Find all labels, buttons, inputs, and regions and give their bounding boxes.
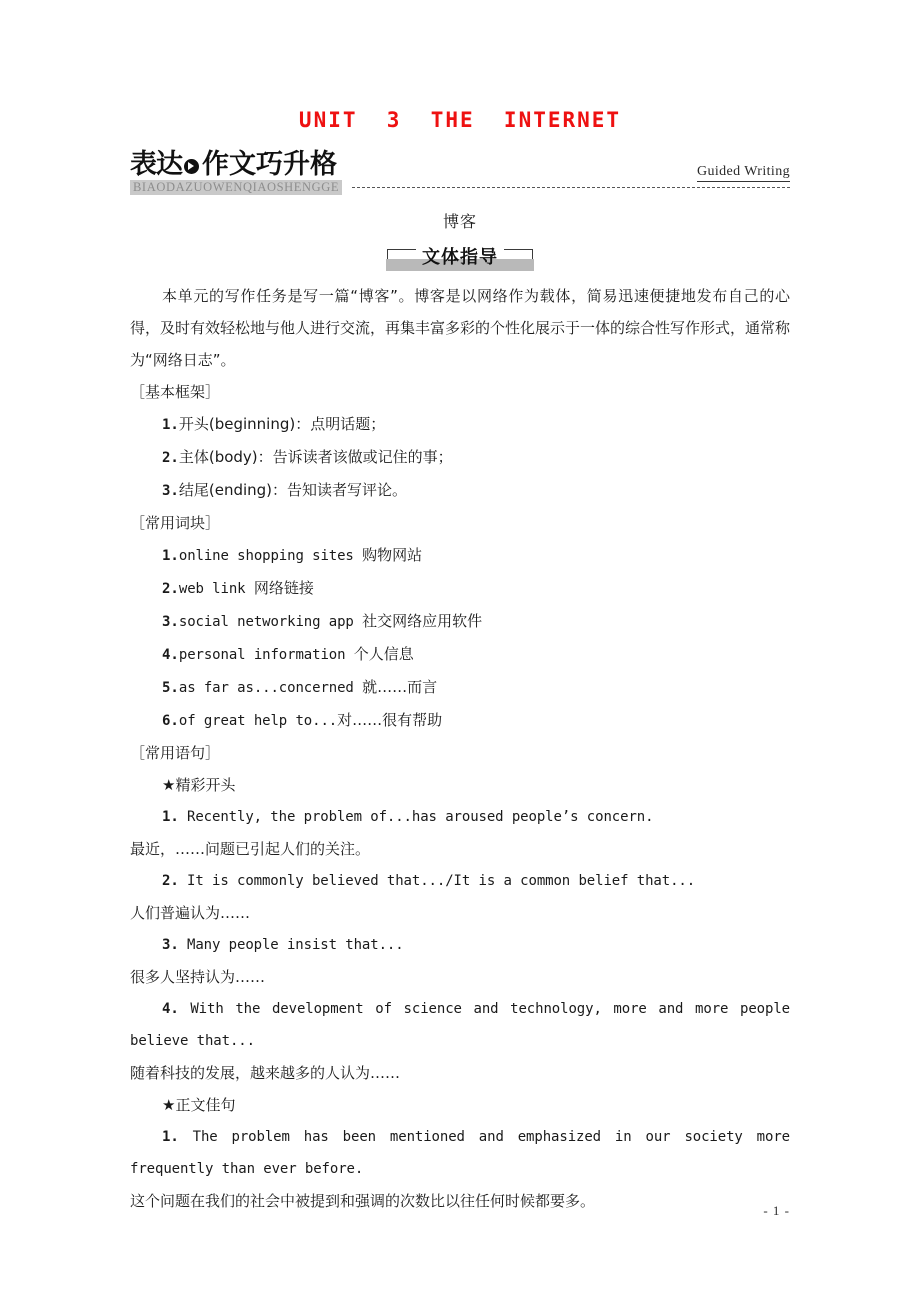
banner-title-part1: 表达 xyxy=(130,149,182,180)
section-heading-phrases: ［常用词块］ xyxy=(130,514,221,532)
list-item-text: 主体(body)：告诉读者该做或记住的事； xyxy=(178,448,453,466)
list-item-number: 6. xyxy=(162,713,179,729)
list-item-chinese: 网络链接 xyxy=(253,579,314,597)
list-item-number: 2. xyxy=(162,450,179,466)
style-guide-badge-label: 文体指导 xyxy=(422,247,498,268)
list-item-number: 5. xyxy=(162,680,179,696)
entry-english: It is commonly believed that.../It is a common belief that... xyxy=(187,873,696,889)
entry-chinese: 这个问题在我们的社会中被提到和强调的次数比以往任何时候都要多。 xyxy=(130,1192,596,1210)
group-title-body: ★正文佳句 xyxy=(162,1096,236,1114)
entry-number: 2. xyxy=(162,873,179,889)
sentence-entry-chinese xyxy=(130,897,790,929)
group-title-opening: ★精彩开头 xyxy=(162,776,236,794)
entry-english: The problem has been mentioned and emphasized in our society more frequently than ever before. xyxy=(130,1129,790,1177)
list-item-english: web link xyxy=(178,581,254,597)
list-item-chinese: 个人信息 xyxy=(353,645,414,663)
list-item xyxy=(130,605,790,638)
list-item-english: online shopping sites xyxy=(178,548,363,564)
list-item-chinese: 就……而言 xyxy=(362,678,438,696)
list-item-number: 3. xyxy=(162,483,179,499)
list-item-chinese: 对……很有帮助 xyxy=(337,711,443,729)
banner-dashed-rule xyxy=(352,187,790,188)
list-item-number: 4. xyxy=(162,647,179,663)
entry-english: Many people insist that... xyxy=(187,937,404,953)
blog-heading: 博客 xyxy=(442,212,477,231)
list-item xyxy=(130,474,790,507)
entry-number: 1. xyxy=(162,1129,179,1145)
list-item-number: 3. xyxy=(162,614,179,630)
entry-chinese: 人们普遍认为…… xyxy=(130,904,251,922)
list-item-english: personal information xyxy=(178,647,354,663)
list-item-english: social networking app xyxy=(178,614,363,630)
list-item-text: 结尾(ending)：告知读者写评论。 xyxy=(178,481,408,499)
list-item xyxy=(130,638,790,671)
banner-title-part2: 作文巧升格 xyxy=(202,149,337,180)
list-item-number: 2. xyxy=(162,581,179,597)
entry-chinese: 最近，……问题已引起人们的关注。 xyxy=(130,840,371,858)
style-guide-badge xyxy=(387,245,533,271)
sentence-entry-english xyxy=(130,993,790,1057)
style-guide-badge-wrap xyxy=(0,245,920,273)
list-item-english: as far as...concerned xyxy=(178,680,363,696)
banner-chinese-title xyxy=(130,150,337,180)
entry-english: With the development of science and technology, more and more people believe that... xyxy=(130,1001,790,1049)
intro-paragraph: 本单元的写作任务是写一篇“博客”。博客是以网络作为载体，简易迅速便捷地发布自己的心得，及时有效轻松地与他人进行交流，再集丰富多彩的个性化展示于一体的综合性写作形式，通常称为“网络日志”。 xyxy=(130,287,791,369)
sentence-entry-english xyxy=(130,865,790,897)
page-title: UNIT 3 THE INTERNET xyxy=(298,108,622,132)
list-item-english: of great help to... xyxy=(178,713,338,729)
document-body xyxy=(130,280,790,1217)
sentence-entry-english xyxy=(130,929,790,961)
page-number: - 1 - xyxy=(763,1203,790,1218)
entry-number: 4. xyxy=(162,1001,179,1017)
list-item xyxy=(130,408,790,441)
play-bullet-icon xyxy=(184,159,199,174)
banner-pinyin-bar: BIAODAZUOWENQIAOSHENGGE xyxy=(130,180,342,195)
sentence-entry-chinese xyxy=(130,833,790,865)
list-item-text: 开头(beginning)：点明话题； xyxy=(178,415,386,433)
list-item xyxy=(130,539,790,572)
list-item-chinese: 购物网站 xyxy=(362,546,423,564)
list-item-chinese: 社交网络应用软件 xyxy=(362,612,483,630)
sentence-entry-english xyxy=(130,801,790,833)
sentence-entry-chinese xyxy=(130,1057,790,1089)
banner-english-label: Guided Writing xyxy=(697,163,790,182)
sentence-entry-english xyxy=(130,1121,790,1185)
list-item xyxy=(130,671,790,704)
entry-number: 1. xyxy=(162,809,179,825)
list-item-number: 1. xyxy=(162,548,179,564)
section-heading-sentences: ［常用语句］ xyxy=(130,744,221,762)
list-item-number: 1. xyxy=(162,417,179,433)
section-heading-framework: ［基本框架］ xyxy=(130,383,221,401)
entry-number: 3. xyxy=(162,937,179,953)
sentence-entry-chinese xyxy=(130,961,790,993)
entry-chinese: 随着科技的发展，越来越多的人认为…… xyxy=(130,1064,401,1082)
list-item xyxy=(130,572,790,605)
list-item xyxy=(130,441,790,474)
entry-english: Recently, the problem of...has aroused people’s concern. xyxy=(187,809,654,825)
list-item xyxy=(130,704,790,737)
section-banner xyxy=(130,150,790,198)
entry-chinese: 很多人坚持认为…… xyxy=(130,968,266,986)
